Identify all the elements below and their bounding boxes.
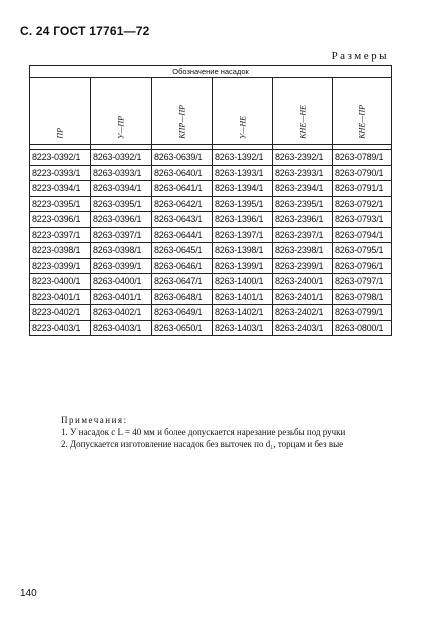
table-cell: 8263-0649/1: [152, 305, 213, 321]
table-cell: 8263-0644/1: [152, 227, 213, 243]
table-cell: 8223-0397/1: [30, 227, 91, 243]
designation-table-container: [29, 65, 391, 336]
column-header-label: У—НЕ: [238, 115, 247, 139]
table-cell: 8263-0403/1: [91, 320, 152, 336]
table-cell: 8263-0646/1: [152, 258, 213, 274]
table-cell: 8223-0392/1: [30, 150, 91, 166]
table-cell: 8263-2395/1: [273, 196, 333, 212]
table-cell: 8263-0797/1: [333, 274, 392, 290]
table-cell: 8263-2393/1: [273, 165, 333, 181]
note-item: 1. У насадок с L = 40 мм и более допускается нарезание резьбы под ручки: [61, 427, 346, 437]
table-cell: 8263-0393/1: [91, 165, 152, 181]
table-cell: 8263-0793/1: [333, 212, 392, 228]
note-item: 2. Допускается изготовление насадок без выточек по d₁, торцам и без вые: [61, 439, 344, 449]
table-cell: 8263-1403/1: [213, 320, 273, 336]
table-cell: 8263-0647/1: [152, 274, 213, 290]
table-cell: 8263-1395/1: [213, 196, 273, 212]
table-row: [30, 181, 392, 197]
page-number: 140: [20, 588, 37, 599]
table-cell: 8263-1397/1: [213, 227, 273, 243]
table-cell: 8223-0393/1: [30, 165, 91, 181]
table-cell: 8263-0789/1: [333, 150, 392, 166]
table-cell: 8223-0396/1: [30, 212, 91, 228]
table-row: [30, 243, 392, 259]
column-header-pr: [30, 78, 91, 145]
table-row: [30, 150, 392, 166]
table-cell: 8263-0392/1: [91, 150, 152, 166]
table-cell: 8223-0402/1: [30, 305, 91, 321]
page-header: С. 24 ГОСТ 17761—72: [20, 24, 150, 38]
table-cell: 8263-0397/1: [91, 227, 152, 243]
table-cell: 8263-0650/1: [152, 320, 213, 336]
table-cell: 8263-1399/1: [213, 258, 273, 274]
table-cell: 8263-1401/1: [213, 289, 273, 305]
table-cell: 8263-2403/1: [273, 320, 333, 336]
table-cell: 8263-0798/1: [333, 289, 392, 305]
table-row: [30, 258, 392, 274]
table-row: [30, 305, 392, 321]
table-cell: 8263-0402/1: [91, 305, 152, 321]
column-header-u-pr: [91, 78, 152, 145]
table-cell: 8263-2399/1: [273, 258, 333, 274]
column-header-label: ПР: [55, 128, 65, 139]
table-cell: 8263-0395/1: [91, 196, 152, 212]
table-cell: 8263-0641/1: [152, 181, 213, 197]
column-header-u-ne: [213, 78, 273, 145]
designation-table: [29, 65, 392, 336]
table-cell: 8263-2400/1: [273, 274, 333, 290]
table-cell: 8263-0401/1: [91, 289, 152, 305]
table-row: [30, 227, 392, 243]
notes-section: [61, 414, 411, 450]
table-cell: 8263-0398/1: [91, 243, 152, 259]
notes-title: Примечания:: [61, 415, 128, 425]
table-cell: 8223-0399/1: [30, 258, 91, 274]
table-cell: 8223-0394/1: [30, 181, 91, 197]
table-cell: 8223-0403/1: [30, 320, 91, 336]
table-cell: 8263-0645/1: [152, 243, 213, 259]
table-cell: 8263-0648/1: [152, 289, 213, 305]
group-header: Обозначение насадок: [30, 66, 392, 78]
table-cell: 8263-0790/1: [333, 165, 392, 181]
table-cell: 8263-1393/1: [213, 165, 273, 181]
table-cell: 8263-2394/1: [273, 181, 333, 197]
table-cell: 8263-2398/1: [273, 243, 333, 259]
table-cell: 8223-0400/1: [30, 274, 91, 290]
table-cell: 8263-0795/1: [333, 243, 392, 259]
table-cell: 8263-0396/1: [91, 212, 152, 228]
table-cell: 8263-0792/1: [333, 196, 392, 212]
table-cell: 8223-0398/1: [30, 243, 91, 259]
column-header-label: КНЕ—ПР: [357, 105, 367, 139]
table-cell: 8263-0642/1: [152, 196, 213, 212]
table-cell: 8263-0639/1: [152, 150, 213, 166]
table-cell: 8263-0394/1: [91, 181, 152, 197]
table-row: [30, 165, 392, 181]
table-cell: 8223-0395/1: [30, 196, 91, 212]
table-cell: 8263-0794/1: [333, 227, 392, 243]
table-cell: 8223-0401/1: [30, 289, 91, 305]
table-cell: 8263-1392/1: [213, 150, 273, 166]
column-header-label: КНЕ—НЕ: [298, 105, 307, 139]
table-cell: 8263-0800/1: [333, 320, 392, 336]
table-row: [30, 196, 392, 212]
table-cell: 8263-2402/1: [273, 305, 333, 321]
table-cell: 8263-2396/1: [273, 212, 333, 228]
table-row: [30, 274, 392, 290]
table-cell: 8263-2397/1: [273, 227, 333, 243]
table-cell: 8263-0796/1: [333, 258, 392, 274]
table-cell: 8263-1394/1: [213, 181, 273, 197]
column-header-kpr-pr: [152, 78, 213, 145]
column-header-label: У—ПР: [116, 115, 126, 139]
table-row: [30, 212, 392, 228]
table-cell: 8263-0640/1: [152, 165, 213, 181]
column-header-label: КПР—ПР: [177, 105, 187, 139]
table-cell: 8263-0399/1: [91, 258, 152, 274]
table-cell: 8263-1396/1: [213, 212, 273, 228]
table-cell: 8263-0799/1: [333, 305, 392, 321]
table-cell: 8263-1400/1: [213, 274, 273, 290]
table-row: [30, 289, 392, 305]
table-cell: 8263-0791/1: [333, 181, 392, 197]
table-cell: 8263-1402/1: [213, 305, 273, 321]
table-row: [30, 320, 392, 336]
column-header-kne-pr: [333, 78, 392, 145]
table-cell: 8263-0643/1: [152, 212, 213, 228]
table-cell: 8263-0400/1: [91, 274, 152, 290]
dimensions-caption: Размеры: [331, 50, 389, 62]
table-cell: 8263-2401/1: [273, 289, 333, 305]
table-cell: 8263-2392/1: [273, 150, 333, 166]
column-header-kne-ne: [273, 78, 333, 145]
table-cell: 8263-1398/1: [213, 243, 273, 259]
